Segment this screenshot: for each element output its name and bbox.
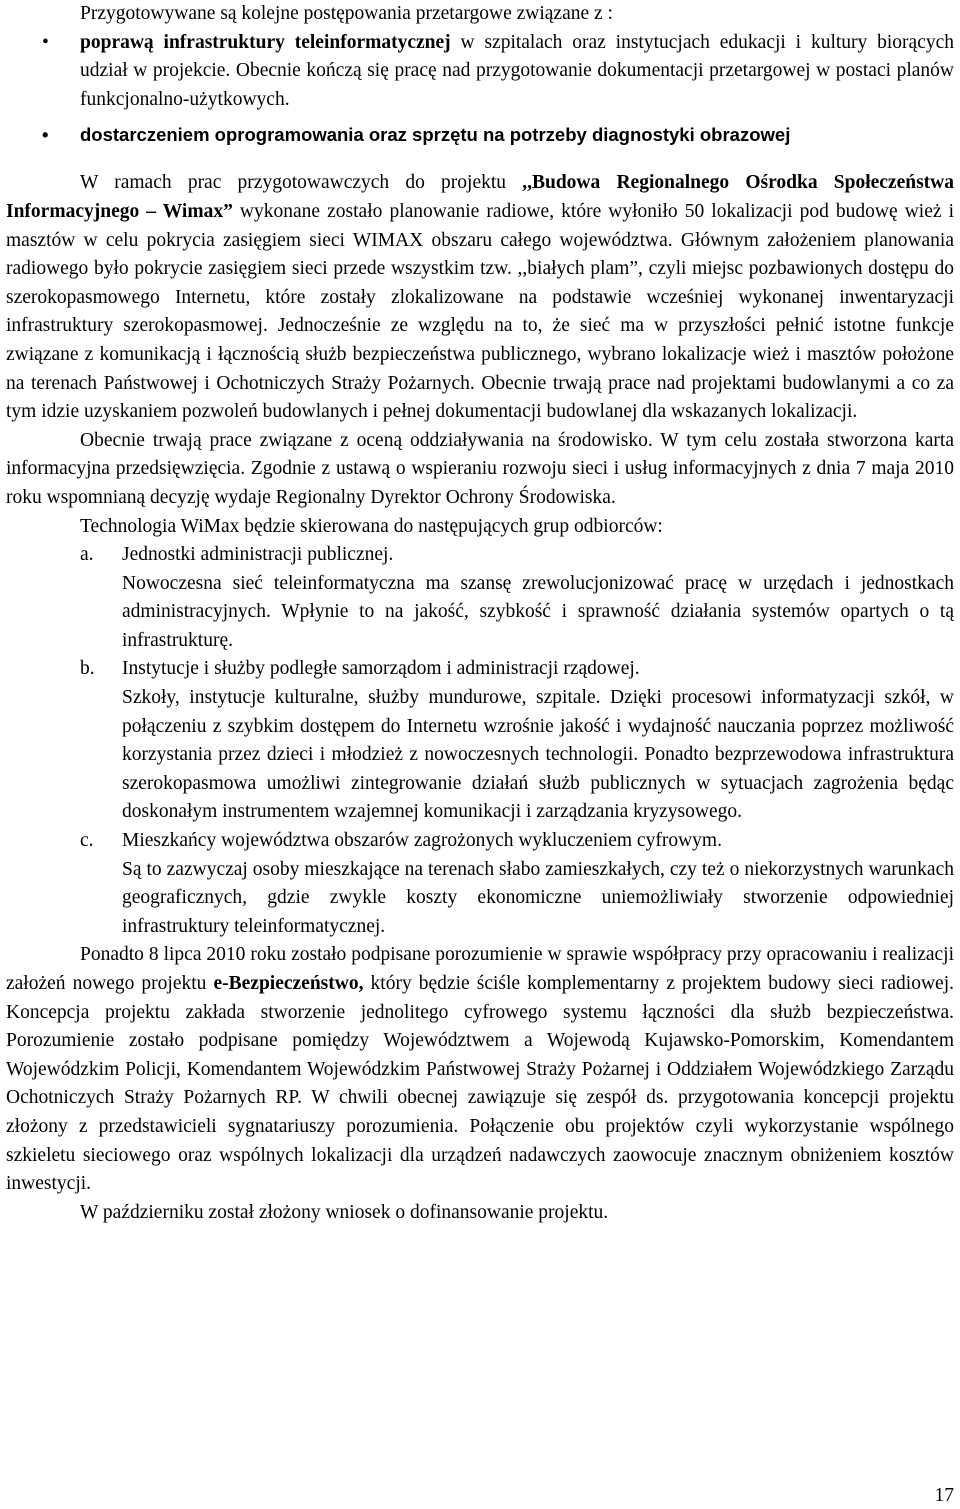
bullet-dot-icon: • (42, 124, 49, 146)
group-b-title: Instytucje i służby podległe samorządom i administracji rządowej. (122, 658, 640, 680)
paragraph-groups-intro: Technologia WiMax będzie skierowana do następujących grup odbiorców: (80, 515, 663, 537)
group-c-heading (80, 827, 954, 856)
page-content (6, 0, 954, 1227)
group-b-body: Szkoły, instytucje kulturalne, służby mundurowe, szpitale. Dzięki procesowi informatyzacji szkół, w połączeniu z szybkim dostępem do Internetu wzrośnie jakość i wydajność nauczania poprzez możliwość korzystania przez dzieci i młodzież z nowoczesnych technologii. Ponadto bezprzewodowa infrastruktura szerokopasmowa umożliwi zintegrowanie działań służb publicznych w sytuacjach zagrożenia będąc doskonałym instrumentem wzajemnej komunikacji i zarządzania kryzysowego. (122, 687, 954, 823)
project-title: ,,Budowa Regionalnego Ośrodka Społeczeństwa Informacyjnego – Wimax” (6, 172, 954, 222)
paragraph-e-bezpieczenstwo (6, 941, 954, 1198)
group-b-heading (80, 655, 954, 684)
group-a-heading (80, 541, 954, 570)
paragraph-wimax (6, 169, 954, 426)
bullet-infrastructure-text: w szpitalach oraz instytucjach edukacji i kultury biorących udział w projekcie. Obecnie kończą się pracę nad przygotowanie dokumentacji przetargowej w postaci planów funkcjonalno-użytkowych. (80, 31, 955, 110)
bullet-dot-icon: • (42, 31, 49, 53)
bullet-infrastructure (6, 29, 954, 115)
paragraph-wimax-lead: W ramach prac przygotowawczych do projektu (80, 172, 523, 194)
project-name-e-bezpieczenstwo: e-Bezpieczeństwo, (213, 973, 364, 994)
bullet-diagnostics-text: dostarczeniem oprogramowania oraz sprzętu na potrzeby diagnostyki obrazowej (80, 124, 791, 146)
group-c-title: Mieszkańcy województwa obszarów zagrożonych wykluczeniem cyfrowym. (122, 830, 722, 852)
group-c-letter: c. (80, 830, 94, 852)
group-c-body: Są to zazwyczaj osoby mieszkające na terenach słabo zamieszkałych, czy też o niekorzystnych warunkach geograficznych, gdzie zwykle koszty ekonomiczne uniemożliwiały stworzenie odpowiedniej infrastruktury teleinformatycznej. (122, 858, 954, 937)
paragraph-environment: Obecnie trwają prace związane z oceną oddziaływania na środowisko. W tym celu została stworzona karta informacyjna przedsięwzięcia. Zgodnie z ustawą o wspieraniu rozwoju sieci i usług informacyjnych z dnia 7 maja 2010 roku wspomnianą decyzję wydaje Regionalny Dyrektor Ochrony Środowiska. (6, 429, 954, 508)
group-b-letter: b. (80, 658, 95, 680)
bullet-diagnostics (6, 122, 954, 148)
paragraph-wimax-text: wykonane zostało planowanie radiowe, które wyłoniło 50 lokalizacji pod budowę wież i masztów w celu pokrycia zasięgiem sieci WIMAX obszaru całego województwa. Głównym założeniem planowania radiowego było pokrycie zasięgiem sieci przede wszystkim tzw. ,,białych plam”, czyli miejsc pozbawionych dostępu do szerokopasmowego Internetu, które zostały zlokalizowane na podstawie wcześniej wykonanej inwentaryzacji infrastruktury szerokopasmowej. Jednocześnie ze względu na to, że sieć ma w przyszłości pełnić istotne funkcje związane z komunikacją i łącznością służb bezpieczeństwa publicznego, wybrano lokalizacje wież i masztów położone na terenach Państwowej i Ochotniczych Straży Pożarnych. Obecnie trwają prace nad projektami budowlanymi a co za tym idzie uzyskaniem pozwoleń budowlanych i pełnej dokumentacji budowlanej dla wskazanych lokalizacji. (6, 200, 955, 423)
group-a-letter: a. (80, 544, 94, 566)
group-a-title: Jednostki administracji publicznej. (122, 544, 394, 566)
intro-line: Przygotowywane są kolejne postępowania przetargowe związane z : (80, 3, 613, 24)
paragraph-final: W październiku został złożony wniosek o dofinansowanie projektu. (80, 1201, 609, 1223)
paragraph-e-bezpieczenstwo-lead: Ponadto 8 lipca 2010 roku zostało podpisane porozumienie w sprawie współpracy przy opracowaniu i realizacji założeń nowego projektu (6, 944, 954, 994)
page-number: 17 (934, 1485, 954, 1506)
paragraph-e-bezpieczenstwo-text: który będzie ściśle komplementarny z projektem budowy sieci radiowej. Koncepcja projektu zakłada stworzenie jednolitego cyfrowego systemu łączności dla służb bezpieczeństwa. Porozumienie zostało podpisane pomiędzy Województwem a Wojewodą Kujawsko-Pomorskim, Komendantem Wojewódzkim Policji, Komendantem Wojewódzkim Państwowej Straży Pożarnej i Oddziałem Wojewódzkiego Zarządu Ochotniczych Straży Pożarnych RP. W chwili obecnej zawiązuje się zespół ds. przygotowania koncepcji projektu złożony z przedstawicieli sygnatariuszy porozumienia. Połączenie obu projektów czyli wykorzystanie wspólnego szkieletu sieciowego oraz wspólnych lokalizacji dla urządzeń nadawczych zaowocuje znacznym obniżeniem kosztów inwestycji. (6, 973, 954, 1195)
bullet-infrastructure-lead: poprawą infrastruktury teleinformatycznej (80, 31, 451, 53)
group-a-body: Nowoczesna sieć teleinformatyczna ma szansę zrewolucjonizować pracę w urzędach i jednostkach administracyjnych. Wpłynie to na jakość, szybkość i sprawność działania systemów opartych o tą infrastrukturę. (122, 572, 954, 651)
